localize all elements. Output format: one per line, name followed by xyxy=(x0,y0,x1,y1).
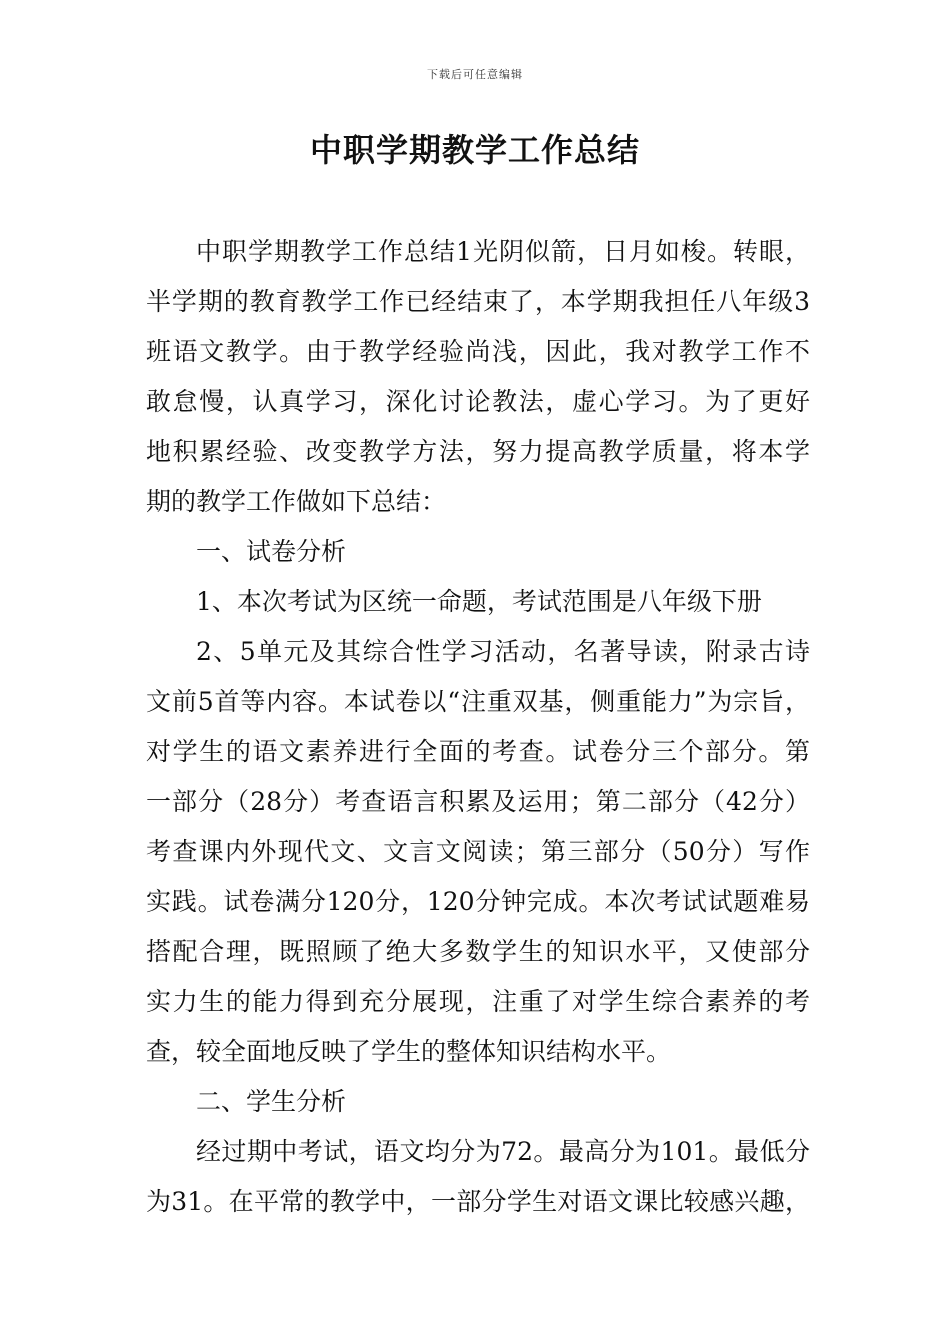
text-line: 中职学期教学工作总结1光阴似箭，日月如梭。转眼， xyxy=(196,237,810,266)
text-line: 考查课内外现代文、文言文阅读；第三部分（50分）写作 xyxy=(146,837,810,866)
text-line: 为31。在平常的教学中，一部分学生对语文课比较感兴趣， xyxy=(146,1187,810,1216)
text-line: 地积累经验、改变教学方法，努力提高教学质量，将本学 xyxy=(146,437,810,466)
text-line: 一部分（28分）考查语言积累及运用；第二部分（42分） xyxy=(146,787,810,816)
document-title: 中职学期教学工作总结 xyxy=(309,131,640,169)
text-line: 2、5单元及其综合性学习活动，名著导读，附录古诗 xyxy=(196,637,810,666)
text-line: 文前5首等内容。本试卷以“注重双基，侧重能力”为宗旨， xyxy=(146,687,810,716)
text-line: 敢怠慢，认真学习，深化讨论教法，虚心学习。为了更好 xyxy=(146,387,810,416)
text-line: 搭配合理，既照顾了绝大多数学生的知识水平，又使部分 xyxy=(146,937,810,966)
text-line: 经过期中考试，语文均分为72。最高分为101。最低分 xyxy=(196,1137,810,1166)
text-line: 班语文教学。由于教学经验尚浅，因此，我对教学工作不 xyxy=(146,337,810,366)
text-line: 实践。试卷满分120分，120分钟完成。本次考试试题难易 xyxy=(146,887,810,916)
text-line: 半学期的教育教学工作已经结束了，本学期我担任八年级3 xyxy=(146,287,810,316)
header-note: 下载后可任意编辑 xyxy=(427,68,523,81)
text-line: 实力生的能力得到充分展现，注重了对学生综合素养的考 xyxy=(146,987,810,1016)
text-line: 1、本次考试为区统一命题，考试范围是八年级下册 xyxy=(196,587,762,616)
text-line: 二、学生分析 xyxy=(196,1087,347,1116)
text-line: 对学生的语文素养进行全面的考查。试卷分三个部分。第 xyxy=(146,737,810,766)
text-line: 期的教学工作做如下总结： xyxy=(146,487,447,516)
text-line: 查，较全面地反映了学生的整体知识结构水平。 xyxy=(146,1037,672,1066)
document-body xyxy=(146,227,810,1227)
text-line: 一、试卷分析 xyxy=(196,537,347,566)
